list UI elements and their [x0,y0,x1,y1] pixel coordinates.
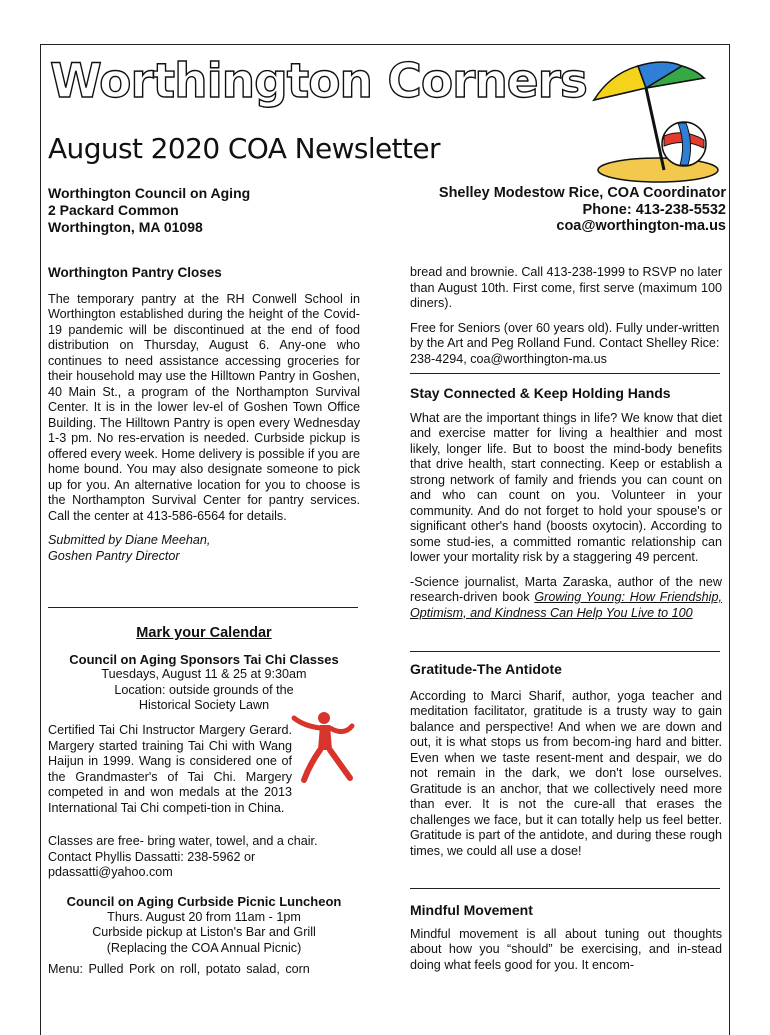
divider [410,888,720,889]
divider [410,651,720,652]
picnic-date: Thurs. August 20 from 11am - 1pm [107,909,301,924]
tai-chi-figure-illustration [290,708,360,784]
mindful-body: Mindful movement is all about tuning out thoughts about how you “should” be exercising, and in-stead doing what feels good for you. It encom- [410,926,722,972]
pantry-submitted-by: Submitted by Diane Meehan, [48,533,211,547]
taichi-contact-wrap [48,834,360,881]
figure-left-arm [294,718,320,728]
picnic-location: Curbside pickup at Liston's Bar and Grill [92,925,316,939]
mindful-heading: Mindful Movement [410,902,533,918]
mindful-section [410,903,722,973]
taichi-dates: Tuesdays, August 11 & 25 at 9:30am [101,667,307,681]
pantry-section [48,265,360,564]
figure-right-leg [330,750,350,778]
divider [48,607,358,608]
taichi-classes-contact: Classes are free- bring water, towel, and a chair. Contact Phyllis Dassatti: 238-5962 or pdassatti@yahoo.com [48,834,318,879]
taichi-location: Location: outside grounds of the [114,682,294,697]
pantry-body: The temporary pantry at the RH Conwell School in Worthington established during the height of the Covid-19 pandemic will be discontinued at the end of food distribution on Thursday, August 6. Any-one who continues to need assistance accessing groceries for their household may use the Hilltown Pantry in Goshen, 40 Main St., a program of the Northampton Survival Center. It is in the lower lev-el of Goshen Town Office Building. The Hilltown Pantry is open every Wednesday 1-3 pm. No res-ervation is needed. Curbside pickup is offered every week. Home delivery is possible if you are home bound. You may also designate someone to pick up for you. An alternative location for you to choose is the Northampton Survival Center for pantry services. Call the center at 413-586-6564 for details. [48,291,360,523]
stay-connected-section [410,386,722,621]
coordinator-email[interactable]: coa@worthington-ma.us [556,218,726,234]
picnic-heading: Council on Aging Curbside Picnic Luncheon [66,894,342,909]
picnic-rsvp: bread and brownie. Call 413-238-1999 to RSVP no later than August 10th. First come, first serve (maximum 100 diners). [410,265,723,310]
picnic-seniors-info: Free for Seniors (over 60 years old). Fully under-written by the Art and Peg Rolland Fund. Contact Shelley Rice: 238-4294, coa@worthington-ma.us [410,320,720,366]
picnic-note: (Replacing the COA Annual Picnic) [106,940,302,955]
figure-head [318,712,330,724]
newsletter-title: Worthington Corners [50,54,587,109]
divider [410,373,720,374]
address-line: 2 Packard Common [48,202,179,218]
coa-address [48,185,250,236]
address-line: Worthington, MA 01098 [48,219,203,235]
taichi-body: Certified Tai Chi Instructor Margery Gerard. Margery started training Tai Chi with Wang Haijun in 1999. Wang is considered one of the Grandmaster's of Tai Chi. Margery competed in and won medals at the 2013 International Tai Chi competi-tion in China. [48,723,292,815]
figure-right-arm [330,726,352,732]
taichi-body-wrap [48,723,292,816]
beach-umbrella-illustration [586,52,724,184]
newsletter-subtitle: August 2020 COA Newsletter [48,132,440,165]
umbrella-yellow-panel [594,66,646,100]
book-title: Growing Young: How Friendship, Optimism, and Kindness Can Help You Live to 100 [410,590,722,620]
pantry-heading: Worthington Pantry Closes [48,265,222,280]
picnic-continued [410,265,722,367]
calendar-heading: Mark your Calendar [136,625,272,641]
taichi-heading: Council on Aging Sponsors Tai Chi Classes [69,651,339,667]
stay-connected-credit [410,575,722,622]
stay-connected-heading: Stay Connected & Keep Holding Hands [410,385,671,401]
stay-connected-body: What are the important things in life? We know that diet and exercise matter for living a healthier and most likely, longer life. But to boost the mind-body benefits that drive health, start connecting. Keep or establish a strong network of family and friends you can count on and who can count on you. Volunteer in your community. And do not forget to hold your spouse's or significant other's hand (boosts oxytocin). According to some stud-ies, a committed romantic relationship can lower your mortality risk by a staggering 49 percent. [410,410,722,564]
gratitude-section [410,662,722,859]
taichi-location-place: Historical Society Lawn [138,698,270,712]
credit-prefix: -Science journalist, Marta Zaraska, author of the new research-driven book [410,574,722,604]
gratitude-heading: Gratitude-The Antidote [410,661,562,677]
coordinator-contact [439,185,726,235]
picnic-menu: Menu: Pulled Pork on roll, potato salad, corn [48,962,310,976]
picnic-section [48,894,360,978]
figure-left-leg [304,750,320,780]
pantry-submitter-title: Goshen Pantry Director [48,548,180,563]
gratitude-body: According to Marci Sharif, author, yoga teacher and meditation facilitator, gratitude is a trusty way to gain balance and perspective! And when we are down and out, it is what stops us from becom-ing hard and bitter. Even when we taste resent-ment and despair, we do not remain in the dark, we don't lose ourselves. Gratitude is an anchor, that we collectively need more than ever. It is not the cure-all that erases the challenges we face, but it can totally help us feel better. Gratitude is part of the antidote, and during these rough times, we could all use a dose! [410,688,722,858]
coordinator-phone: Phone: 413-238-5532 [582,201,726,218]
address-line: Worthington Council on Aging [48,185,251,201]
sand-mound [598,158,718,182]
coordinator-name: Shelley Modestow Rice, COA Coordinator [438,185,726,201]
